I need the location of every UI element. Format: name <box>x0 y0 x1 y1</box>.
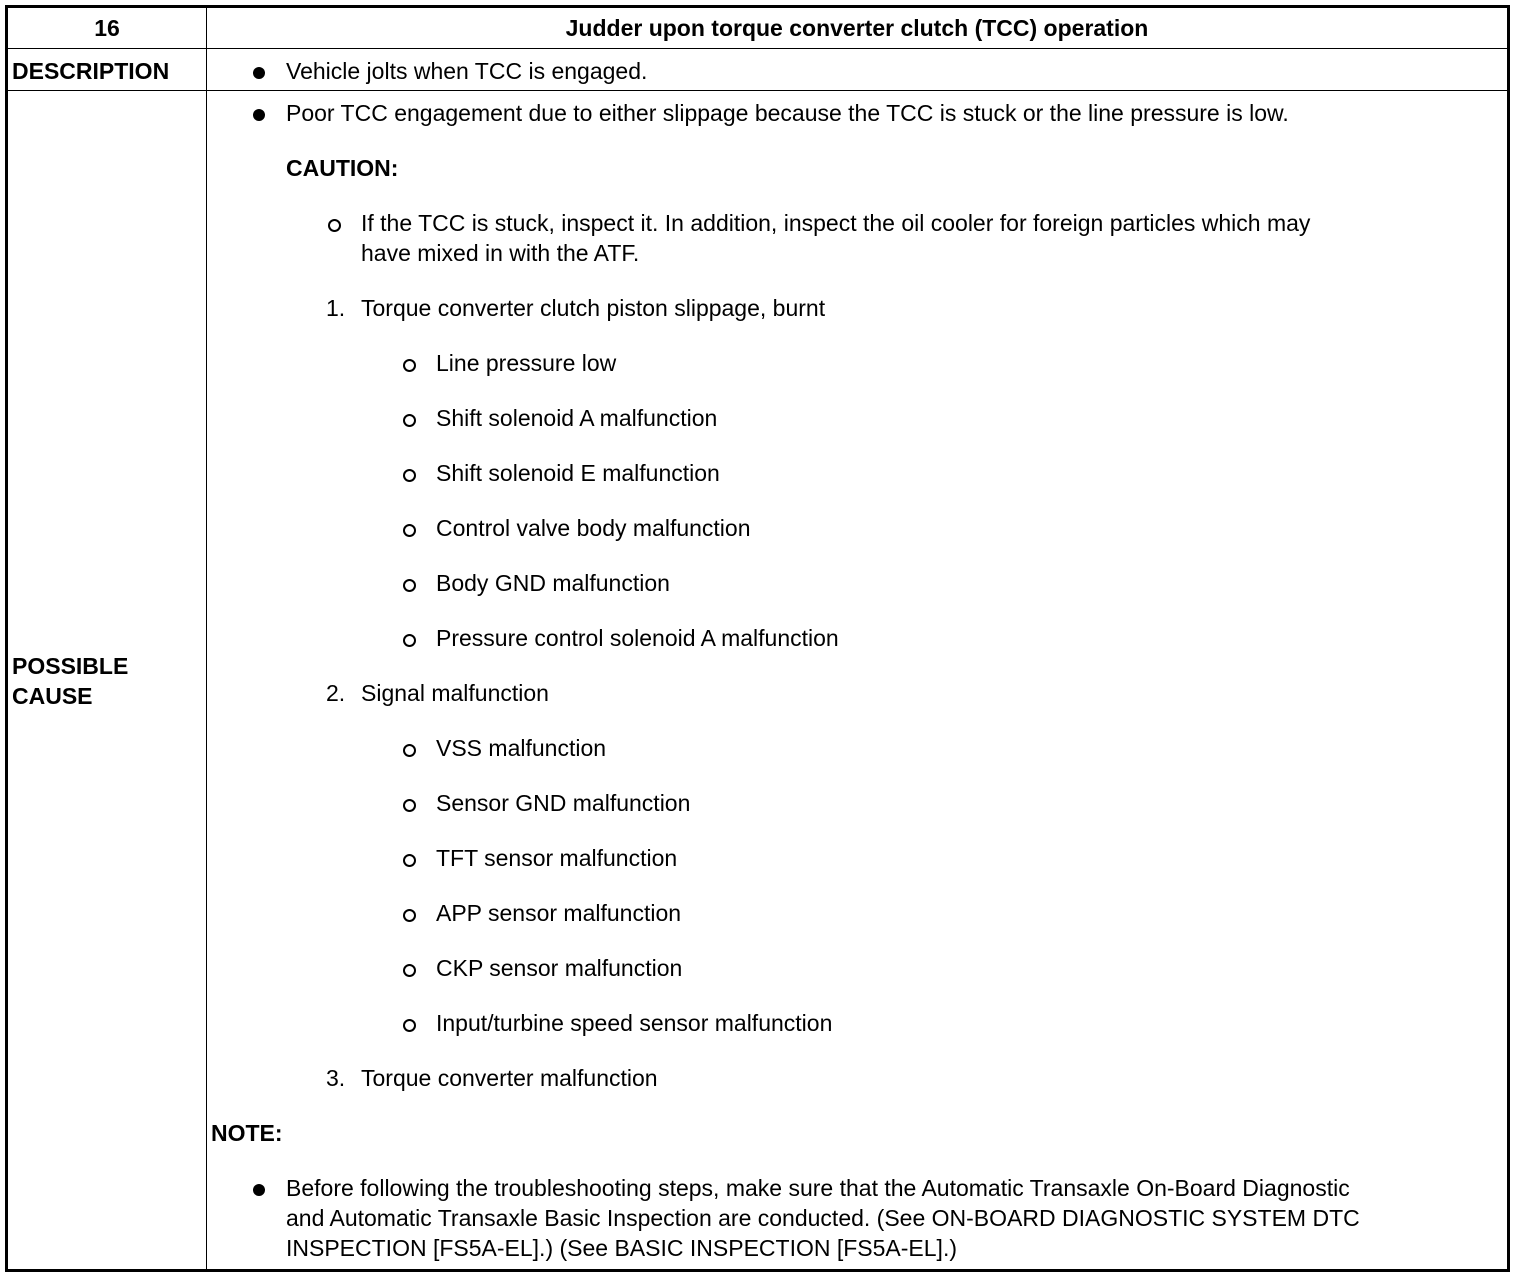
circle-bullet-icon <box>403 964 416 977</box>
list-item: CKP sensor malfunction <box>436 955 683 981</box>
group-label: Torque converter malfunction <box>361 1065 658 1091</box>
description-item: Vehicle jolts when TCC is engaged. <box>286 58 648 84</box>
list-item: VSS malfunction <box>436 735 607 761</box>
possible-cause-label <box>12 651 128 711</box>
description-label: DESCRIPTION <box>12 58 170 84</box>
circle-bullet-icon <box>403 1019 416 1032</box>
group-label: Signal malfunction <box>361 680 549 706</box>
possible-cause-label-line1: POSSIBLE <box>12 653 129 679</box>
circle-bullet-icon <box>403 744 416 757</box>
troubleshooting-table <box>5 5 1510 1272</box>
list-item: Line pressure low <box>436 350 617 376</box>
circle-bullet-icon <box>328 219 341 232</box>
list-item: Body GND malfunction <box>436 570 670 596</box>
circle-bullet-icon <box>403 909 416 922</box>
circle-bullet-icon <box>403 799 416 812</box>
circle-bullet-icon <box>403 854 416 867</box>
circle-bullet-icon <box>403 469 416 482</box>
bullet-icon <box>253 1184 265 1196</box>
row-divider-description <box>8 90 1507 91</box>
circle-bullet-icon <box>403 579 416 592</box>
note-label: NOTE: <box>211 1120 283 1146</box>
group-label: Torque converter clutch piston slippage, burnt <box>361 295 826 321</box>
list-item: TFT sensor malfunction <box>436 845 678 871</box>
list-item: Sensor GND malfunction <box>436 790 691 816</box>
list-item: Control valve body malfunction <box>436 515 751 541</box>
note-text-line3: INSPECTION [FS5A-EL].) (See BASIC INSPECTION [FS5A-EL].) <box>286 1235 957 1261</box>
column-divider <box>206 8 207 1269</box>
circle-bullet-icon <box>403 634 416 647</box>
caution-text-line2: have mixed in with the ATF. <box>361 240 640 266</box>
main-cause-text: Poor TCC engagement due to either slippage because the TCC is stuck or the line pressure is low. <box>286 100 1289 126</box>
symptom-number: 16 <box>94 15 120 41</box>
group-number: 2. <box>326 680 346 706</box>
bullet-icon <box>253 67 265 79</box>
possible-cause-label-line2: CAUSE <box>12 683 93 709</box>
bullet-icon <box>253 109 265 121</box>
group-number: 1. <box>326 295 346 321</box>
note-text-line2: and Automatic Transaxle Basic Inspection are conducted. (See ON-BOARD DIAGNOSTIC SYSTEM DTC <box>286 1205 1360 1231</box>
circle-bullet-icon <box>403 414 416 427</box>
circle-bullet-icon <box>403 524 416 537</box>
list-item: Shift solenoid E malfunction <box>436 460 720 486</box>
list-item: Input/turbine speed sensor malfunction <box>436 1010 833 1036</box>
caution-text-line1: If the TCC is stuck, inspect it. In addition, inspect the oil cooler for foreign particles which may <box>361 210 1311 236</box>
list-item: Pressure control solenoid A malfunction <box>436 625 839 651</box>
row-divider-header <box>8 48 1507 49</box>
note-text-line1: Before following the troubleshooting steps, make sure that the Automatic Transaxle On-Board Diagnostic <box>286 1175 1350 1201</box>
list-item: Shift solenoid A malfunction <box>436 405 718 431</box>
list-item: APP sensor malfunction <box>436 900 682 926</box>
symptom-title: Judder upon torque converter clutch (TCC) operation <box>565 15 1149 41</box>
group-number: 3. <box>326 1065 346 1091</box>
caution-label: CAUTION: <box>286 155 399 181</box>
circle-bullet-icon <box>403 359 416 372</box>
